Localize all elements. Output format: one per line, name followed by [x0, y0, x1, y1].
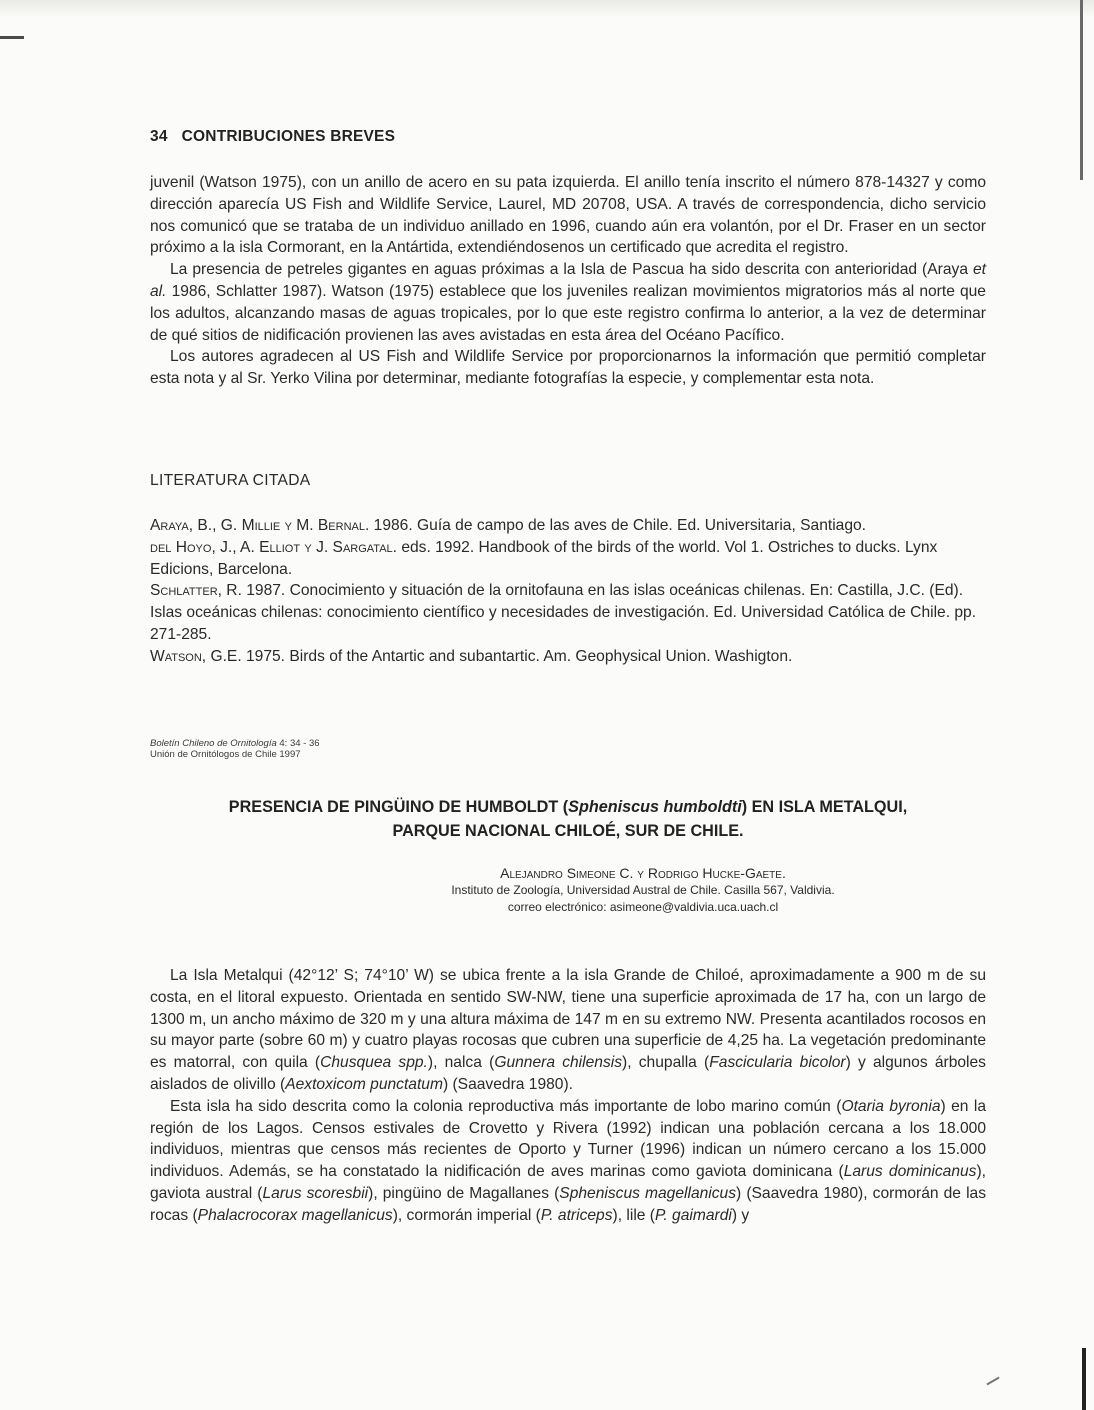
- paragraph: La presencia de petreles gigantes en aguas próximas a la Isla de Pascua ha sido descrita con anterioridad (Araya et al. 1986, Schlatter 1987). Watson (1975) establece que los juveniles realizan movimientos migratorios más al norte que los adultos, alcanzando masas de aguas tropicales, por lo que este registro confirma lo anterior, a la vez de determinar de qué sitios de nidificación provienen las aves avistadas en esta área del Océano Pacífico.: [150, 261, 986, 344]
- paragraph: La Isla Metalqui (42°12’ S; 74°10’ W) se ubica frente a la isla Grande de Chiloé, aproximadamente a 900 m de su costa, en el litoral expuesto. Orientada en sentido SW-NW, tiene una superficie aproximada de 17 ha, con un largo de 1300 m, un ancho máximo de 320 m y una altura máxima de 147 m en su extremo NW. Presenta acantilados rocosos en su mayor parte (sobre 60 m) y cuatro playas rocosas que cubren una superficie de 4,25 ha. La vegetación predominante es matorral, con quila (Chusquea spp.), nalca (Gunnera chilensis), chupalla (Fascicularia bicolor) y algunos árboles aislados de olivillo (Aextoxicom punctatum) (Saavedra 1980).: [150, 967, 986, 1093]
- scan-top-shadow: [0, 0, 1094, 18]
- reference-list: [150, 515, 986, 668]
- paragraph: Esta isla ha sido descrita como la colonia reproductiva más importante de lobo marino común (Otaria byronia) en la región de los Lagos. Censos estivales de Crovetto y Rivera (1992) indican una población cercana a los 18.000 individuos, mientras que censos más recientes de Oporto y Turner (1996) indican un número cercano a los 15.000 individuos. Además, se ha constatado la nidificación de aves marinas como gaviota dominicana (Larus dominicanus), gaviota austral (Larus scoresbii), pingüino de Magallanes (Spheniscus magellanicus) (Saavedra 1980), cormorán de las rocas (Phalacrocorax magellanicus), cormorán imperial (P. atriceps), lile (P. gaimardi) y: [150, 1097, 987, 1224]
- scan-edge-mark: [1080, 0, 1083, 180]
- literature-section: [150, 472, 986, 490]
- authors: Alejandro Simeone C. y Rodrigo Hucke-Gaete.: [500, 865, 786, 881]
- affiliation: Instituto de Zoología, Universidad Austral de Chile. Casilla 567, Valdivia.: [451, 883, 835, 897]
- paragraph: juvenil (Watson 1975), con un anillo de acero en su pata izquierda. El anillo tenía inscrito el número 878-14327 y como dirección aparecía US Fish and Wildlife Service, Laurel, MD 20708, USA. A través de correspondencia, dicho servicio nos comunicó que se trataba de un individuo anillado en 1996, cuando aún era volantón, por el Dr. Fraser en un sector próximo a la isla Cormorant, en la Antártida, extendiéndosenos un certificado que acredita el registro.: [150, 174, 986, 257]
- literature-heading: LITERATURA CITADA: [150, 472, 311, 489]
- journal-volume: 4: 34 - 36: [276, 738, 320, 749]
- journal-citation: [150, 738, 320, 760]
- publisher: Unión de Ornitólogos de Chile 1997: [150, 749, 301, 760]
- scan-pen-tick: [986, 1377, 999, 1386]
- article-title: PRESENCIA DE PINGÜINO DE HUMBOLDT (Spheniscus humboldti) EN ISLA METALQUI, PARQUE NACIONAL CHILOÉ, SUR DE CHILE.: [228, 798, 908, 840]
- page-number: 34: [150, 128, 168, 145]
- scan-edge-mark-bottom: [1082, 1348, 1086, 1410]
- email: correo electrónico: asimeone@valdivia.uca.uach.cl: [507, 900, 779, 914]
- reference-item: del Hoyo, J., A. Elliot y J. Sargatal. eds. 1992. Handbook of the birds of the world. Vol 1. Ostriches to ducks. Lynx Edicions, Barcelona.: [150, 538, 938, 578]
- reference-item: Araya, B., G. Millie y M. Bernal. 1986. Guía de campo de las aves de Chile. Ed. Universitaria, Santiago.: [150, 517, 867, 534]
- byline: [150, 864, 986, 916]
- journal-name: Boletín Chileno de Ornitología: [150, 738, 277, 749]
- reference-item: Watson, G.E. 1975. Birds of the Antartic and subantartic. Am. Geophysical Union. Washigton.: [150, 647, 793, 665]
- running-head: [150, 128, 395, 146]
- article-body: [150, 965, 986, 1227]
- scan-corner-mark: [0, 0, 24, 39]
- section-title: CONTRIBUCIONES BREVES: [181, 128, 396, 145]
- previous-article-text: [150, 172, 986, 390]
- reference-item: Schlatter, R. 1987. Conocimiento y situación de la ornitofauna en las islas oceánicas chilenas. En: Castilla, J.C. (Ed). Islas oceánicas chilenas: conocimiento científico y necesidades de investigación. Ed. Universidad Católica de Chile. pp. 271-285.: [150, 582, 977, 643]
- paragraph: Los autores agradecen al US Fish and Wildlife Service por proporcionarnos la información que permitió completar esta nota y al Sr. Yerko Vilina por determinar, mediante fotografías la especie, y complementar esta nota.: [150, 348, 986, 388]
